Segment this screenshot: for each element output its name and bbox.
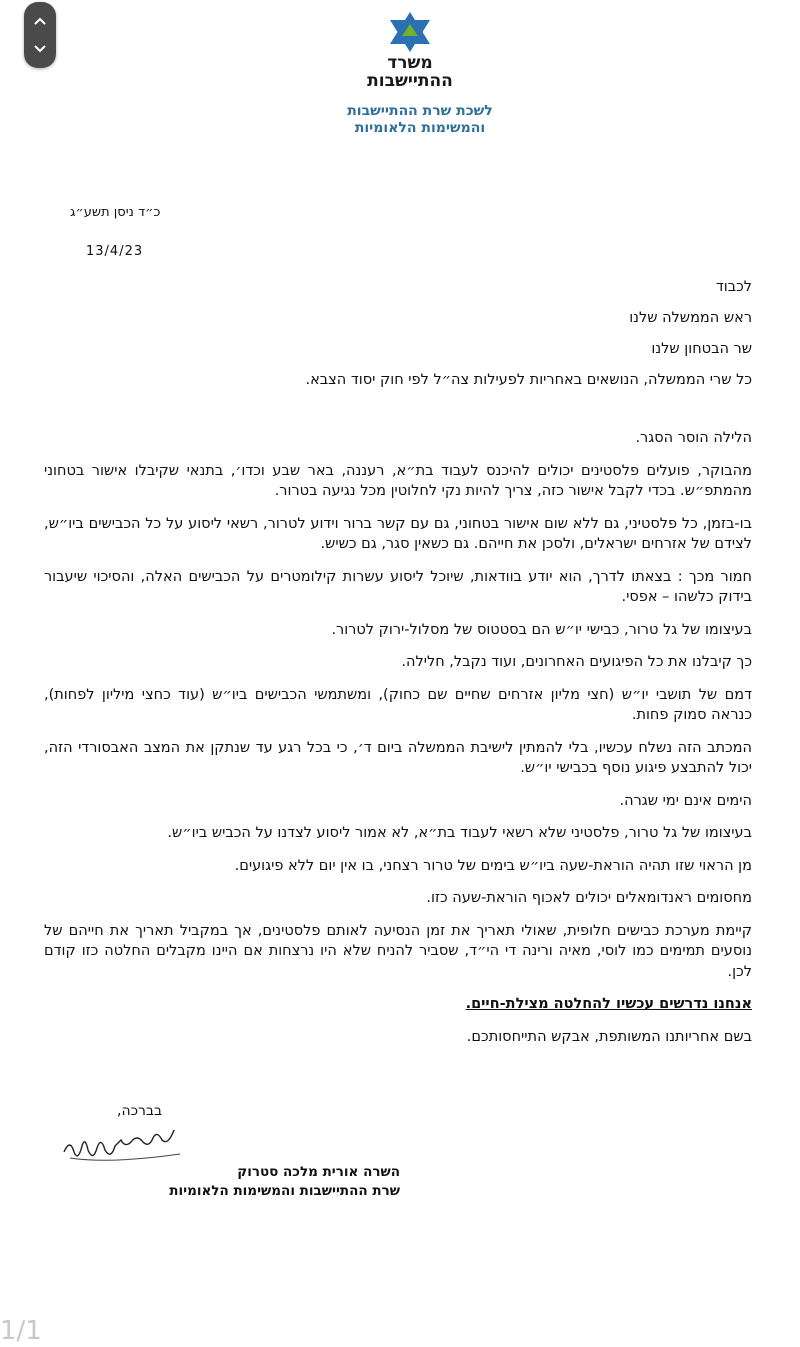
handwritten-signature [60,1130,200,1166]
paragraph: בו-בזמן, כל פלסטיני, גם ללא שום אישור בטחוני, גם עם קשר ברור וידוע לטרור, רשאי ליסוע על כל הכבישים ביו״ש, לצידם של אזרחים ישראלים, ולסכן את חייהם. גם כשאין סגר, גם כשיש. [44,515,752,552]
paragraph: מן הראוי שזו תהיה הוראת-שעה ביו״ש בימים של טרור רצחני, בו אין יום ללא פיגועים. [234,857,752,874]
gregorian-date: 13/4/23 [86,244,144,259]
paragraph: חמור מכך : בצאתו לדרך, הוא יודע בוודאות, שיוכל ליסוע עשרות קילומטרים על הכבישים האלה, והסיכוי שיעבור בידוק כלשהו – אפסי. [44,568,752,605]
closing-greeting: בברכה, [117,1103,163,1119]
paragraph: דמם של תושבי יו״ש (חצי מליון אזרחים שחיים שם כחוק), ומשתמשי הכבישים ביו״ש (עוד כחצי מיליון לפחות), כנראה סמוק פחות. [44,686,752,723]
ministry-logo [340,10,480,90]
ministry-name-line2: ההתיישבות [367,71,453,91]
letter-body [44,428,752,1059]
paragraph: הימים אינם ימי שגרה. [619,792,752,809]
paragraph: מהבוקר, פועלים פלסטינים יכולים להיכנס לעבוד בת״א, רעננה, באר שבע וכדו׳, בתנאי שקיבלו אישור בטחוני מהמתפ״ש. בכדי לקבל אישור כזה, צריך להיות נקי לחלוטין מכל נגיעה בטרור. [44,462,752,499]
addressee-line: שר הבטחון שלנו [651,341,752,357]
chevron-down-icon[interactable] [24,34,56,64]
addressee-line: כל שרי הממשלה, הנושאים באחריות לפעילות צה״ל לפי חוק יסוד הצבא. [305,372,752,388]
page-indicator: 1/1 [0,1316,42,1346]
addressee-line: ראש הממשלה שלנו [629,310,752,326]
paragraph: כך קיבלנו את כל הפיגועים האחרונים, ועוד נקבל, חלילה. [401,654,752,670]
hebrew-date: כ״ד ניסן תשע״ג [70,205,161,220]
bureau-line2: והמשימות הלאומיות [354,120,486,136]
paragraph: מחסומים ראנדומאלים יכולים לאכוף הוראת-שעה כזו. [426,890,752,906]
bureau-line1: לשכת שרת ההתיישבות [347,103,493,119]
paragraph: בעיצומו של גל טרור, כבישי יו״ש הם בסטטוס של מסלול-ירוק לטרור. [331,621,752,638]
signer-block [80,1163,400,1201]
signer-name: השרה אורית מלכה סטרוק [237,1164,400,1180]
signer-title: שרת ההתיישבות והמשימות הלאומיות [169,1183,400,1199]
paragraph: בעיצומו של גל טרור, פלסטיני שלא רשאי לעבוד בת״א, לא אמור ליסוע לצדנו על הכביש ביו״ש. [167,825,752,841]
addressee-line: לכבוד [715,279,752,295]
emphasis-line: אנחנו נדרשים עכשיו להחלטה מצילת-חיים. [465,996,752,1012]
bureau-title [300,103,540,137]
page-navigator [24,2,56,68]
final-paragraph: בשם אחריותנו המשותפת, אבקש התייחסותכם. [466,1028,752,1045]
star-of-david-icon [386,10,434,54]
paragraph: קיימת מערכת כבישים חלופית, שאולי תאריך את זמן הנסיעה לאותם פלסטינים, אך במקביל תאריך את חייהם של נוסעים תמימים כמו לוסי, מאיה ורינה די הי״ד, שסביר להניח שלא היו נרצחות אם היינו מקבלים החלטה כזו קודם לכן. [44,922,752,980]
addressee-block [305,272,752,396]
ministry-name-line1: משרד [387,53,433,73]
paragraph: הלילה הוסר הסגר. [635,430,752,446]
paragraph: המכתב הזה נשלח עכשיו, בלי להמתין לישיבת הממשלה ביום ד׳, כי בכל רגע עד שנתקן את המצב האבסורדי הזה, יכול להתבצע פיגוע נוסף בכבישי יו״ש. [44,739,752,776]
chevron-up-icon[interactable] [24,6,56,36]
